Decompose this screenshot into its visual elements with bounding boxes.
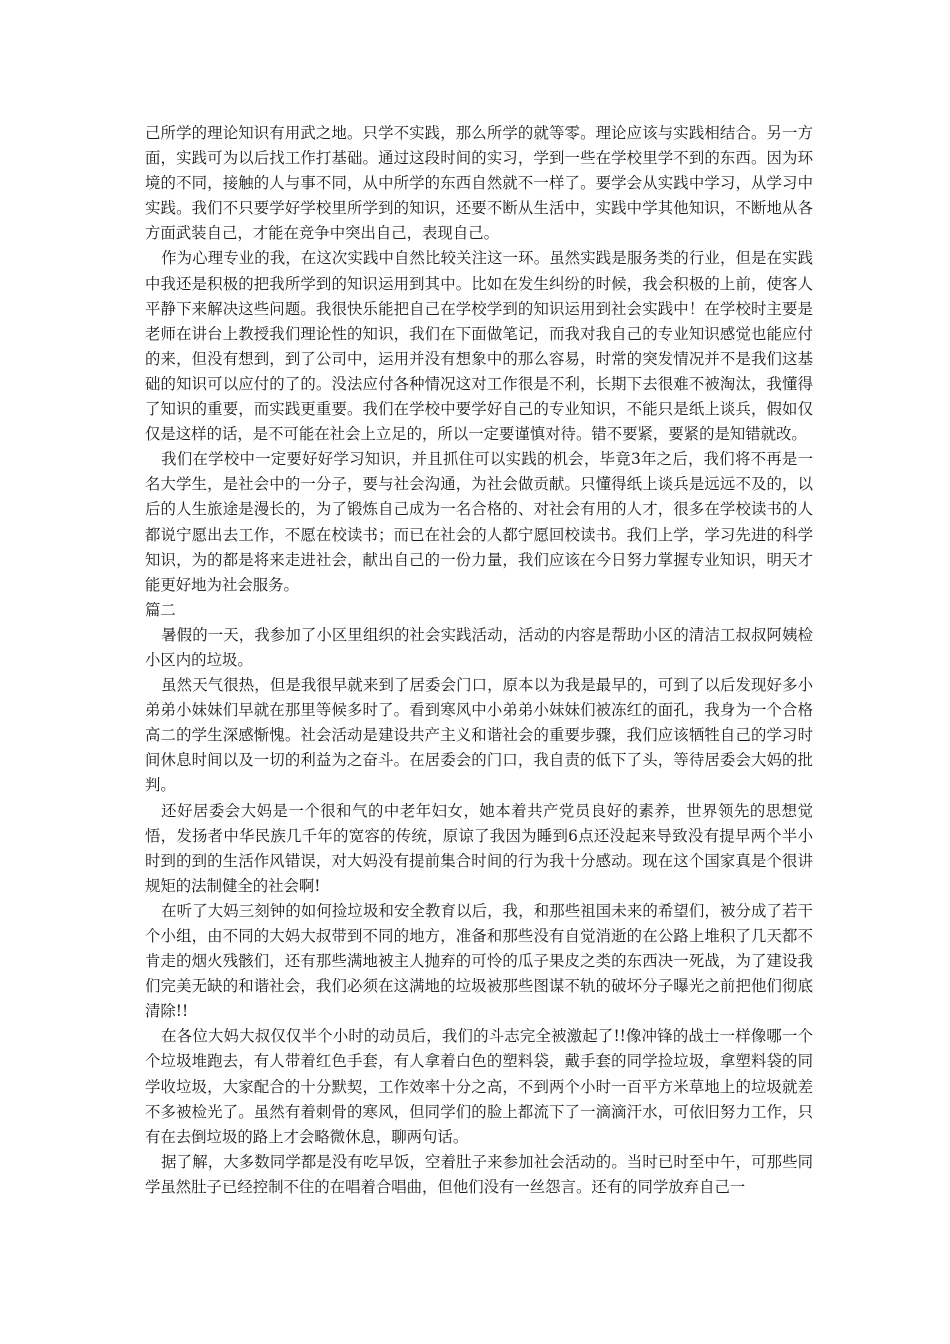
paragraph-3: 我们在学校中一定要好好学习知识，并且抓住可以实践的机会，毕竟3年之后，我们将不再是一名大学生，是社会中的一分子，要与社会沟通，为社会做贡献。只懂得纸上谈兵是远远不及的，以后的人生旅途是漫长的，为了锻炼自己成为一名合格的、对社会有用的人才，很多在学校读书的人都说宁愿出去工作，不愿在校读书；而已在社会的人都宁愿回校读书。我们上学，学习先进的科学知识，为的都是将来走进社会，献出自己的一份力量，我们应该在今日努力掌握专业知识，明天才能更好地为社会服务。 <box>145 450 813 594</box>
paragraph-2: 作为心理专业的我，在这次实践中自然比较关注这一环。虽然实践是服务类的行业，但是在实践中我还是积极的把我所学到的知识运用到其中。比如在发生纠纷的时候，我会积极的上前，使客人平静下来解决这些问题。我很快乐能把自己在学校学到的知识运用到社会实践中！在学校时主要是老师在讲台上教授我们理论性的知识，我们在下面做笔记，而我对我自己的专业知识感觉也能应付的来，但没有想到，到了公司中，运用并没有想象中的那么容易，时常的突发情况并不是我们这基础的知识可以应付的了的。没法应付各种情况这对工作很是不利，长期下去很难不被淘汰，我懂得了知识的重要，而实践更重要。我们在学校中要学好自己的专业知识，不能只是纸上谈兵，假如仅仅是这样的话，是不可能在社会上立足的，所以一定要谨慎对待。错不要紧，要紧的是知错就改。 <box>145 249 813 444</box>
document-body <box>145 121 813 1200</box>
paragraph-5: 虽然天气很热，但是我很早就来到了居委会门口，原本以为我是最早的，可到了以后发现好多小弟弟小妹妹们早就在那里等候多时了。看到寒风中小弟弟小妹妹们被冻红的面孔，我身为一个合格高二的学生深感惭愧。社会活动是建设共产主义和谐社会的重要步骤，我们应该牺牲自己的学习时间休息时间以及一切的利益为之奋斗。在居委会的门口，我自责的低下了头，等待居委会大妈的批判。 <box>145 676 813 795</box>
paragraph-8: 在各位大妈大叔仅仅半个小时的动员后，我们的斗志完全被激起了!!像冲锋的战士一样像哪一个个垃圾堆跑去，有人带着红色手套，有人拿着白色的塑料袋，戴手套的同学捡垃圾，拿塑料袋的同学收垃圾，大家配合的十分默契，工作效率十分之高，不到两个小时一百平方米草地上的垃圾就差不多被检光了。虽然有着刺骨的寒风，但同学们的脸上都流下了一滴滴汗水，可依旧努力工作，只有在去倒垃圾的路上才会略微休息，聊两句话。 <box>145 1027 813 1146</box>
paragraph-1: 己所学的理论知识有用武之地。只学不实践，那么所学的就等零。理论应该与实践相结合。另一方面，实践可为以后找工作打基础。通过这段时间的实习，学到一些在学校里学不到的东西。因为环境的不同，接触的人与事不同，从中所学的东西自然就不一样了。要学会从实践中学习，从学习中实践。我们不只要学好学校里所学到的知识，还要不断从生活中，实践中学其他知识，不断地从各方面武装自己，才能在竞争中突出自己，表现自己。 <box>145 124 813 243</box>
paragraph-9: 据了解，大多数同学都是没有吃早饭，空着肚子来参加社会活动的。当时已时至中午，可那些同学虽然肚子已经控制不住的在唱着合唱曲，但他们没有一丝怨言。还有的同学放弃自己一 <box>145 1152 813 1196</box>
paragraph-7: 在听了大妈三刻钟的如何捡垃圾和安全教育以后，我，和那些祖国未来的希望们，被分成了若干个小组，由不同的大妈大叔带到不同的地方，准备和那些没有自觉消逝的在公路上堆积了几天都不肯走的烟火残骸们，还有那些满地被主人抛弃的可怜的瓜子果皮之类的东西决一死战，为了建设我们完美无缺的和谐社会，我们必须在这满地的垃圾被那些图谋不轨的破坏分子曝光之前把他们彻底清除!! <box>145 901 813 1021</box>
paragraph-6: 还好居委会大妈是一个很和气的中老年妇女，她本着共产党员良好的素养，世界领先的思想觉悟，发扬者中华民族几千年的宽容的传统，原谅了我因为睡到6点还没起来导致没有提早两个半小时到的到的生活作风错误，对大妈没有提前集合时间的行为我十分感动。现在这个国家真是个很讲规矩的法制健全的社会啊! <box>145 801 813 895</box>
paragraph-4: 暑假的一天，我参加了小区里组织的社会实践活动，活动的内容是帮助小区的清洁工叔叔阿姨检小区内的垃圾。 <box>145 625 813 669</box>
section-title: 篇二 <box>145 600 176 619</box>
